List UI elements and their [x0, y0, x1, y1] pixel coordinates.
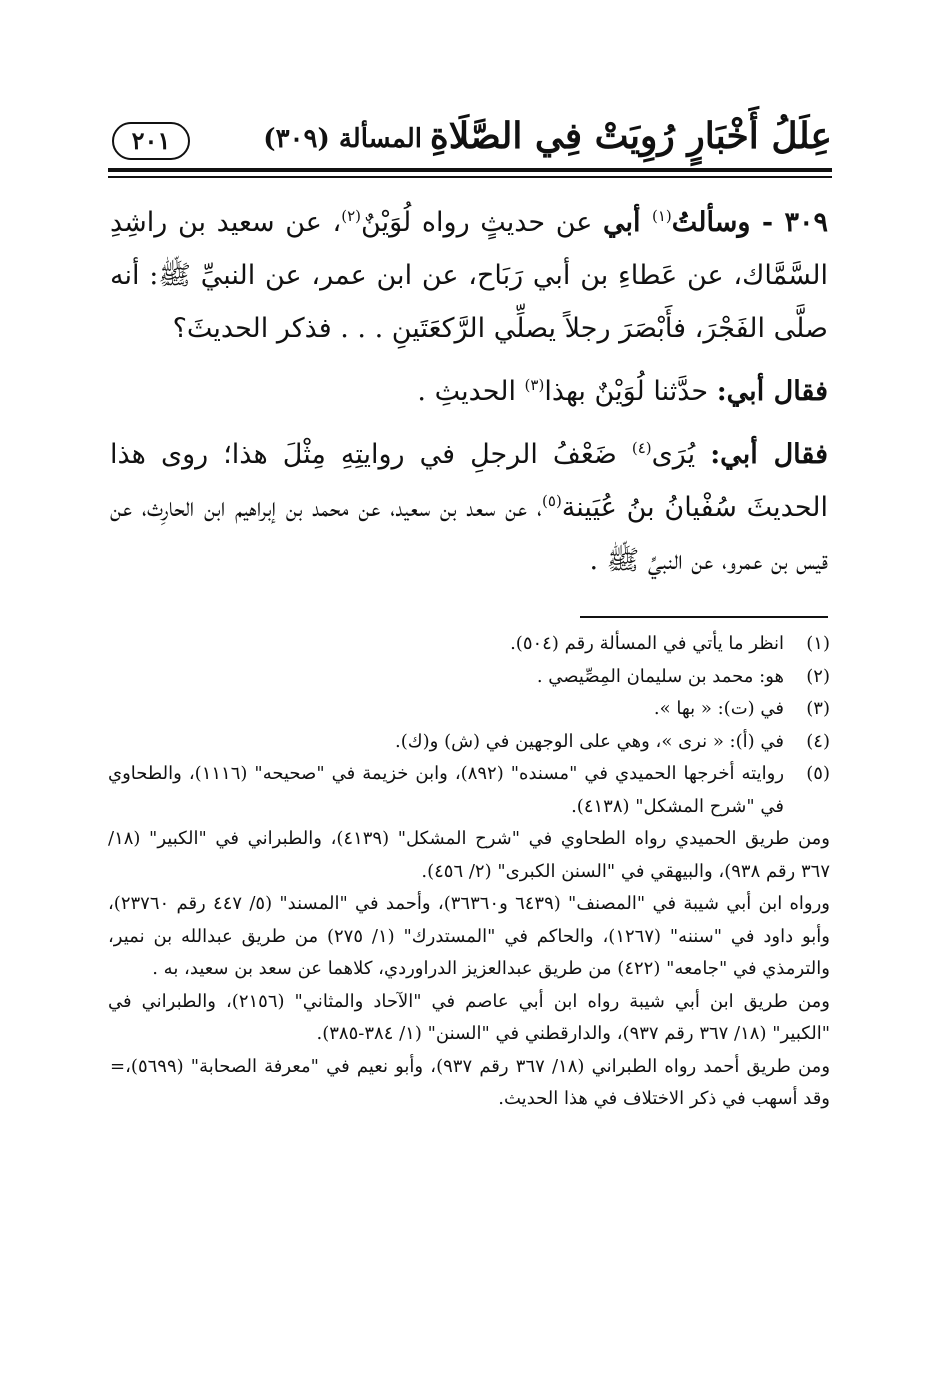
paragraph-text: ضَعْفُ الرجلِ في روايتِهِ مِثْلَ هذا؛ روى هذا الحديثَ سُفْيانُ بنُ عُيَينة [110, 439, 828, 523]
footnote-text: في (أ): « نرى »، وهي على الوجهين في (ش) و(ك). [395, 730, 784, 752]
paragraph-answer-1 [110, 365, 828, 418]
footnote-text: روايته أخرجها الحميدي في "مسنده" (٨٩٢)، وابن خزيمة في "صحيحه" (١١١٦)، والطحاوي في "شرح المشكل" (٤١٣٨). [108, 763, 785, 817]
book-title: عِلَلُ أَخْبَارٍ رُوِيَتْ فِي الصَّلَاةِ [429, 115, 832, 157]
paragraph-text: حدَّثنا لُوَيْنٌ بهذا [544, 376, 717, 407]
footnote-text: انظر ما يأتي في المسألة رقم (٥٠٤). [510, 633, 784, 654]
footnote-number: (٢) [806, 665, 830, 687]
footnote-ref-1: (١) [651, 207, 672, 225]
paragraph-text: ، عن سعيد بن راشِدِ السَّمَّاك، عن عَطاءِ بن أبي رَبَاح، عن ابن عمر، عن النبيِّ ﷺ: أنه صلَّى الفَجْرَ، فأَبْصَرَ رجلاً يصلِّي الرَّكعَتَينِ . . . فذكر الحديثَ؟ [110, 207, 828, 344]
main-text [110, 196, 828, 597]
footnote-item [108, 693, 830, 726]
footnote-ref-4: (٤) [631, 439, 652, 457]
issue-number-lead: ٣٠٩ - وسألتُ [671, 207, 828, 238]
footnote-continuation-text: ومن طريق أحمد رواه الطبراني (١٨/ ٣٦٧ رقم ٩٣٧)، وأبو نعيم في "معرفة الصحابة" (٥٦٩٩)، وقد أسهب في ذكر الاختلاف في هذا الحديث. [125, 1055, 831, 1109]
footnote-item [108, 661, 830, 694]
page-number: ٢٠١ [112, 122, 190, 160]
footnote-number: (٣) [806, 698, 830, 719]
header-rule-thick [108, 168, 832, 172]
footnote-ref-5: (٥) [542, 492, 562, 510]
footnote-continuation: ورواه ابن أبي شيبة في "المصنف" (٦٤٣٩ و٣٦٣٦٠)، وأحمد في "المسند" (٥/ ٤٤٧ رقم ٢٣٧٦٠)، وأبو داود في "سننه" (١٢٦٧)، والحاكم في "المستدرك" (١/ ٢٧٥) من طريق عبدالله بن نمير، والترمذي في "جامعه" (٤٢٢) من طريق عبدالعزيز الدراوردي، كلاهما عن سعد بن سعيد، به . [108, 893, 830, 979]
footnote-ref-3: (٣) [524, 376, 545, 394]
issue-label: المسألة (٣٠٩) [263, 124, 422, 154]
paragraph-question [110, 196, 828, 355]
footnote-text: في (ت): « بها ». [653, 698, 784, 719]
footnote-continuation-last [108, 1051, 830, 1116]
footnote-number: (٤) [806, 730, 830, 752]
footnote-continuation: ومن طريق ابن أبي شيبة رواه ابن أبي عاصم في "الآحاد والمثاني" (٢١٥٦)، والطبراني في "الكبير" (١٨/ ٣٦٧ رقم ٩٣٧)، والدارقطني في "السنن" (١/ ٣٨٤-٣٨٥). [108, 990, 830, 1044]
paragraph-text: الحديثِ . [417, 376, 525, 407]
footnote-ref-2: (٢) [341, 207, 362, 225]
footnote-number: (١) [806, 633, 830, 654]
speaker-abi: أبي [603, 207, 652, 238]
paragraph-answer-2 [110, 428, 828, 587]
paragraph-text: عن حديثٍ رواه لُوَيْنٌ [361, 207, 604, 238]
speaker-label: فقال أبي: [710, 439, 828, 470]
header-rule-thin [108, 176, 832, 178]
running-header [108, 112, 832, 168]
speaker-label: فقال أبي: [716, 376, 828, 407]
footnote-item [108, 726, 830, 759]
footnote-number: (٥) [806, 763, 830, 784]
footnote-item [108, 628, 830, 661]
continuation-mark: = [110, 1055, 126, 1077]
paragraph-text: ، عن سعد بن سعيد، عن محمد بن إبراهيم ابن الحارِث، عن قيس بن عمرو، عن النبيِّ ﷺ . [110, 492, 828, 576]
paragraph-text: يُرَى [651, 439, 711, 470]
footnote-separator [580, 616, 828, 618]
footnotes [108, 628, 830, 1116]
footnote-item [108, 758, 830, 823]
footnote-continuation: ومن طريق الحميدي رواه الطحاوي في "شرح المشكل" (٤١٣٩)، والطبراني في "الكبير" (١٨/ ٣٦٧ رقم ٩٣٨)، والبيهقي في "السنن الكبرى" (٢/ ٤٥٦). [108, 828, 830, 882]
footnote-text: هو: محمد بن سليمان المِصِّيصي . [536, 665, 784, 687]
